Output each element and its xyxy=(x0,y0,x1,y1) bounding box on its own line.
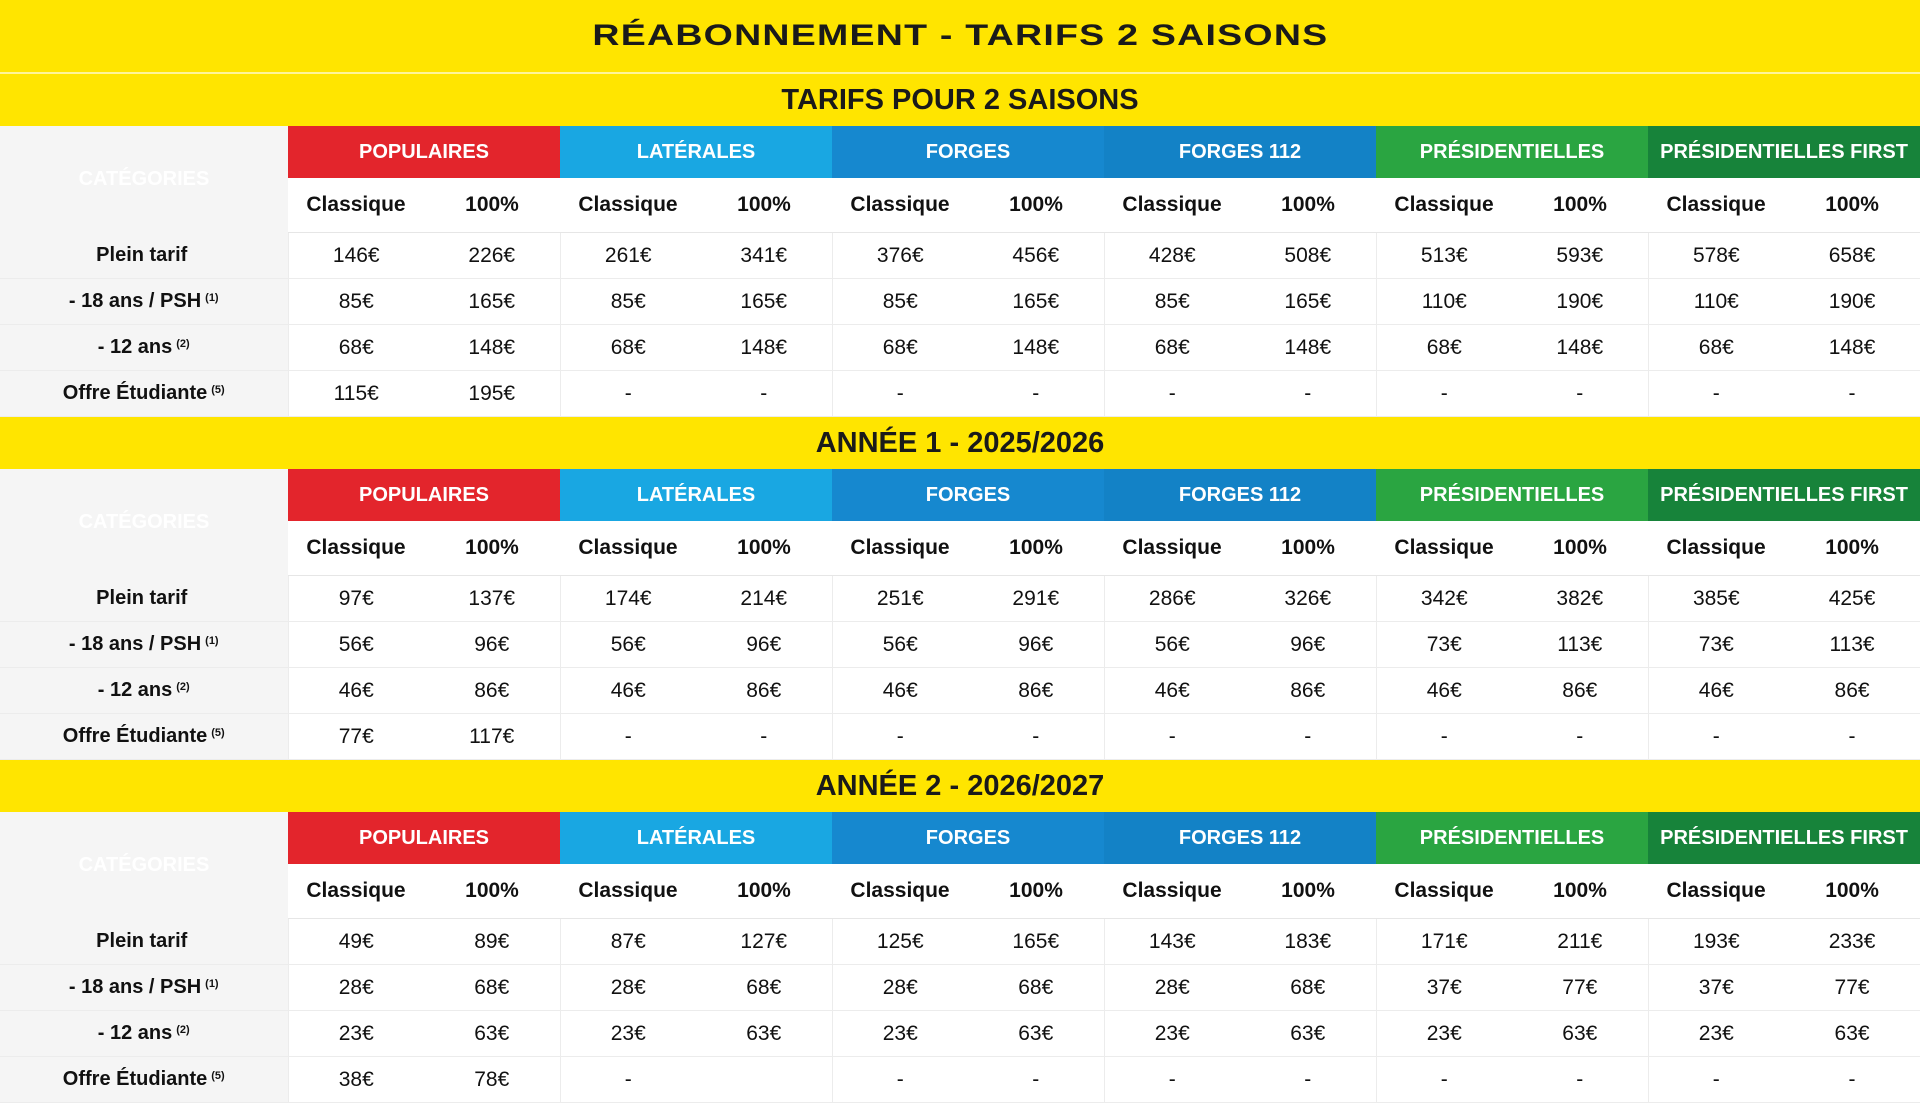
price-cell: - xyxy=(1104,1057,1240,1103)
price-cell: 342€ xyxy=(1376,576,1512,622)
price-cell: 46€ xyxy=(1104,668,1240,714)
price-cell: 125€ xyxy=(832,919,968,965)
zone-header: POPULAIRES xyxy=(288,469,560,521)
price-cell: - xyxy=(696,714,832,760)
price-cell: 214€ xyxy=(696,576,832,622)
full-header: 100% xyxy=(1240,521,1376,576)
zone-header: LATÉRALES xyxy=(560,469,832,521)
price-cell: 68€ xyxy=(1376,325,1512,371)
price-cell: 148€ xyxy=(1512,325,1648,371)
price-cell: 46€ xyxy=(1376,668,1512,714)
price-cell: 23€ xyxy=(1648,1011,1784,1057)
price-cell: 96€ xyxy=(1240,622,1376,668)
category-label: - 18 ans / PSH $^{(1)}$ xyxy=(0,965,288,1011)
price-cell: 86€ xyxy=(424,668,560,714)
zone-header: PRÉSIDENTIELLES xyxy=(1376,126,1648,178)
subheader-row xyxy=(0,521,1920,576)
price-row xyxy=(0,325,1920,371)
categories-header: CATÉGORIES xyxy=(0,126,288,233)
pricing-table xyxy=(0,469,1920,760)
price-cell: 165€ xyxy=(968,279,1104,325)
price-cell: 63€ xyxy=(1240,1011,1376,1057)
zone-header: POPULAIRES xyxy=(288,812,560,864)
price-cell: 110€ xyxy=(1376,279,1512,325)
zone-header: LATÉRALES xyxy=(560,812,832,864)
price-cell: 46€ xyxy=(832,668,968,714)
price-cell: 148€ xyxy=(696,325,832,371)
categories-header: CATÉGORIES xyxy=(0,812,288,919)
price-cell: - xyxy=(1240,371,1376,417)
price-cell: - xyxy=(1240,1057,1376,1103)
category-label: - 18 ans / PSH $^{(1)}$ xyxy=(0,622,288,668)
price-cell: 68€ xyxy=(1648,325,1784,371)
price-cell: 23€ xyxy=(560,1011,696,1057)
price-cell: - xyxy=(1512,1057,1648,1103)
price-cell: 28€ xyxy=(560,965,696,1011)
price-cell: 578€ xyxy=(1648,233,1784,279)
price-cell: - xyxy=(1376,714,1512,760)
price-cell: 56€ xyxy=(288,622,424,668)
price-row xyxy=(0,279,1920,325)
price-cell: 233€ xyxy=(1784,919,1920,965)
price-row xyxy=(0,576,1920,622)
price-cell: 148€ xyxy=(1240,325,1376,371)
price-cell: - xyxy=(832,371,968,417)
price-cell: 286€ xyxy=(1104,576,1240,622)
price-cell: - xyxy=(696,371,832,417)
price-row xyxy=(0,714,1920,760)
price-cell: 96€ xyxy=(424,622,560,668)
main-title: RÉABONNEMENT - TARIFS 2 SAISONS xyxy=(0,0,1920,74)
price-cell: 37€ xyxy=(1648,965,1784,1011)
classique-header: Classique xyxy=(560,178,696,233)
price-cell: 148€ xyxy=(424,325,560,371)
price-cell: 28€ xyxy=(288,965,424,1011)
category-note: (2) xyxy=(176,681,190,693)
price-cell: 86€ xyxy=(1240,668,1376,714)
full-header: 100% xyxy=(1240,178,1376,233)
price-cell: 291€ xyxy=(968,576,1104,622)
full-header: 100% xyxy=(424,178,560,233)
price-cell: 37€ xyxy=(1376,965,1512,1011)
category-label: Plein tarif xyxy=(0,576,288,622)
category-label: Offre Étudiante $^{(5)}$ xyxy=(0,714,288,760)
full-header: 100% xyxy=(1512,521,1648,576)
subheader-row xyxy=(0,864,1920,919)
zone-header: PRÉSIDENTIELLES xyxy=(1376,812,1648,864)
price-row xyxy=(0,1057,1920,1103)
price-cell: 113€ xyxy=(1784,622,1920,668)
classique-header: Classique xyxy=(1376,521,1512,576)
price-cell: - xyxy=(1512,371,1648,417)
price-cell: 165€ xyxy=(424,279,560,325)
price-row xyxy=(0,668,1920,714)
price-cell: 86€ xyxy=(1784,668,1920,714)
price-cell: 97€ xyxy=(288,576,424,622)
price-cell: 68€ xyxy=(968,965,1104,1011)
price-cell: 513€ xyxy=(1376,233,1512,279)
price-cell: 211€ xyxy=(1512,919,1648,965)
category-label: Plein tarif xyxy=(0,233,288,279)
zone-header: POPULAIRES xyxy=(288,126,560,178)
category-label: Plein tarif xyxy=(0,919,288,965)
price-cell: 23€ xyxy=(1376,1011,1512,1057)
price-cell: 251€ xyxy=(832,576,968,622)
price-cell: 115€ xyxy=(288,371,424,417)
price-cell: - xyxy=(832,714,968,760)
full-header: 100% xyxy=(1240,864,1376,919)
price-cell: - xyxy=(1648,1057,1784,1103)
price-cell: 49€ xyxy=(288,919,424,965)
price-cell: 508€ xyxy=(1240,233,1376,279)
price-cell: 46€ xyxy=(1648,668,1784,714)
price-cell: 86€ xyxy=(1512,668,1648,714)
price-cell: 68€ xyxy=(1104,325,1240,371)
price-cell: 341€ xyxy=(696,233,832,279)
classique-header: Classique xyxy=(1104,178,1240,233)
zone-header: PRÉSIDENTIELLES FIRST xyxy=(1648,812,1920,864)
price-cell: 171€ xyxy=(1376,919,1512,965)
zone-header: FORGES xyxy=(832,812,1104,864)
classique-header: Classique xyxy=(560,864,696,919)
price-cell: 68€ xyxy=(832,325,968,371)
price-row xyxy=(0,965,1920,1011)
price-cell: 146€ xyxy=(288,233,424,279)
category-note: (1) xyxy=(205,978,219,990)
price-cell: 165€ xyxy=(696,279,832,325)
price-cell: 85€ xyxy=(560,279,696,325)
category-label: - 18 ans / PSH $^{(1)}$ xyxy=(0,279,288,325)
price-cell: 28€ xyxy=(832,965,968,1011)
categories-header: CATÉGORIES xyxy=(0,469,288,576)
price-cell: - xyxy=(968,371,1104,417)
price-cell: 110€ xyxy=(1648,279,1784,325)
price-cell: 593€ xyxy=(1512,233,1648,279)
price-cell: 23€ xyxy=(832,1011,968,1057)
full-header: 100% xyxy=(424,864,560,919)
price-cell: 183€ xyxy=(1240,919,1376,965)
pricing-table xyxy=(0,812,1920,1103)
classique-header: Classique xyxy=(1648,864,1784,919)
zone-header: PRÉSIDENTIELLES FIRST xyxy=(1648,469,1920,521)
zone-header-row xyxy=(0,812,1920,864)
zone-header-row xyxy=(0,469,1920,521)
full-header: 100% xyxy=(968,864,1104,919)
price-cell: 376€ xyxy=(832,233,968,279)
category-label: - 12 ans $^{(2)}$ xyxy=(0,1011,288,1057)
subheader-row xyxy=(0,178,1920,233)
full-header: 100% xyxy=(1512,178,1648,233)
zone-header: PRÉSIDENTIELLES FIRST xyxy=(1648,126,1920,178)
classique-header: Classique xyxy=(832,521,968,576)
price-cell: 46€ xyxy=(560,668,696,714)
price-cell: 193€ xyxy=(1648,919,1784,965)
price-cell: - xyxy=(1104,371,1240,417)
price-cell: 77€ xyxy=(1512,965,1648,1011)
price-cell: 68€ xyxy=(1240,965,1376,1011)
price-cell: 63€ xyxy=(1512,1011,1648,1057)
zone-header: FORGES 112 xyxy=(1104,126,1376,178)
price-cell: 63€ xyxy=(696,1011,832,1057)
price-cell: 326€ xyxy=(1240,576,1376,622)
price-cell: - xyxy=(968,1057,1104,1103)
price-cell: 148€ xyxy=(968,325,1104,371)
price-cell: 73€ xyxy=(1376,622,1512,668)
category-label: Offre Étudiante $^{(5)}$ xyxy=(0,1057,288,1103)
zone-header: FORGES 112 xyxy=(1104,469,1376,521)
price-cell: 190€ xyxy=(1512,279,1648,325)
price-cell: 23€ xyxy=(288,1011,424,1057)
classique-header: Classique xyxy=(560,521,696,576)
price-cell: 23€ xyxy=(1104,1011,1240,1057)
price-cell xyxy=(696,1057,832,1103)
zone-header: FORGES 112 xyxy=(1104,812,1376,864)
classique-header: Classique xyxy=(288,521,424,576)
zone-header: FORGES xyxy=(832,469,1104,521)
classique-header: Classique xyxy=(1376,864,1512,919)
price-cell: 86€ xyxy=(968,668,1104,714)
price-cell: - xyxy=(1784,714,1920,760)
classique-header: Classique xyxy=(1104,521,1240,576)
price-cell: 96€ xyxy=(968,622,1104,668)
pricing-sections xyxy=(0,74,1920,1103)
price-cell: - xyxy=(560,714,696,760)
price-cell: 68€ xyxy=(288,325,424,371)
category-note: (5) xyxy=(211,727,225,739)
price-cell: 86€ xyxy=(696,668,832,714)
price-cell: 85€ xyxy=(832,279,968,325)
price-cell: 56€ xyxy=(832,622,968,668)
price-cell: - xyxy=(560,371,696,417)
category-note: (1) xyxy=(205,292,219,304)
price-cell: - xyxy=(1648,714,1784,760)
price-row xyxy=(0,1011,1920,1057)
price-cell: 174€ xyxy=(560,576,696,622)
category-label: - 12 ans $^{(2)}$ xyxy=(0,325,288,371)
price-cell: - xyxy=(560,1057,696,1103)
price-cell: 137€ xyxy=(424,576,560,622)
price-cell: - xyxy=(1376,371,1512,417)
full-header: 100% xyxy=(1784,521,1920,576)
price-cell: 113€ xyxy=(1512,622,1648,668)
full-header: 100% xyxy=(696,521,832,576)
price-cell: 68€ xyxy=(424,965,560,1011)
pricing-table xyxy=(0,126,1920,417)
price-cell: 77€ xyxy=(1784,965,1920,1011)
price-cell: - xyxy=(1648,371,1784,417)
full-header: 100% xyxy=(968,521,1104,576)
price-cell: 385€ xyxy=(1648,576,1784,622)
price-cell: 148€ xyxy=(1784,325,1920,371)
section-title: ANNÉE 1 - 2025/2026 xyxy=(0,417,1920,469)
full-header: 100% xyxy=(424,521,560,576)
price-cell: 658€ xyxy=(1784,233,1920,279)
price-cell: 56€ xyxy=(1104,622,1240,668)
zone-header-row xyxy=(0,126,1920,178)
price-cell: 68€ xyxy=(560,325,696,371)
price-cell: 46€ xyxy=(288,668,424,714)
price-cell: 89€ xyxy=(424,919,560,965)
price-cell: - xyxy=(968,714,1104,760)
price-cell: 85€ xyxy=(1104,279,1240,325)
price-cell: - xyxy=(1240,714,1376,760)
price-cell: - xyxy=(1512,714,1648,760)
full-header: 100% xyxy=(968,178,1104,233)
category-label: - 12 ans $^{(2)}$ xyxy=(0,668,288,714)
price-cell: 226€ xyxy=(424,233,560,279)
price-cell: 428€ xyxy=(1104,233,1240,279)
full-header: 100% xyxy=(1784,178,1920,233)
category-note: (5) xyxy=(211,1070,225,1082)
price-cell: 63€ xyxy=(424,1011,560,1057)
price-cell: 38€ xyxy=(288,1057,424,1103)
price-cell: 96€ xyxy=(696,622,832,668)
price-cell: 190€ xyxy=(1784,279,1920,325)
price-cell: 165€ xyxy=(1240,279,1376,325)
category-note: (2) xyxy=(176,1024,190,1036)
section-title: TARIFS POUR 2 SAISONS xyxy=(0,74,1920,126)
category-label: Offre Étudiante $^{(5)}$ xyxy=(0,371,288,417)
zone-header: LATÉRALES xyxy=(560,126,832,178)
price-cell: - xyxy=(1104,714,1240,760)
price-cell: 261€ xyxy=(560,233,696,279)
classique-header: Classique xyxy=(288,178,424,233)
price-cell: 425€ xyxy=(1784,576,1920,622)
price-cell: 78€ xyxy=(424,1057,560,1103)
price-cell: 28€ xyxy=(1104,965,1240,1011)
price-cell: 165€ xyxy=(968,919,1104,965)
price-cell: 87€ xyxy=(560,919,696,965)
price-cell: 456€ xyxy=(968,233,1104,279)
price-cell: 382€ xyxy=(1512,576,1648,622)
price-cell: - xyxy=(1376,1057,1512,1103)
price-cell: 127€ xyxy=(696,919,832,965)
price-cell: - xyxy=(1784,1057,1920,1103)
category-note: (1) xyxy=(205,635,219,647)
price-cell: 117€ xyxy=(424,714,560,760)
classique-header: Classique xyxy=(1648,521,1784,576)
full-header: 100% xyxy=(1512,864,1648,919)
classique-header: Classique xyxy=(288,864,424,919)
classique-header: Classique xyxy=(832,864,968,919)
price-cell: 63€ xyxy=(1784,1011,1920,1057)
price-cell: 63€ xyxy=(968,1011,1104,1057)
price-cell: 77€ xyxy=(288,714,424,760)
price-cell: - xyxy=(1784,371,1920,417)
price-row xyxy=(0,371,1920,417)
full-header: 100% xyxy=(1784,864,1920,919)
price-cell: 73€ xyxy=(1648,622,1784,668)
category-note: (2) xyxy=(176,338,190,350)
full-header: 100% xyxy=(696,178,832,233)
price-cell: 68€ xyxy=(696,965,832,1011)
price-cell: 85€ xyxy=(288,279,424,325)
zone-header: FORGES xyxy=(832,126,1104,178)
full-header: 100% xyxy=(696,864,832,919)
classique-header: Classique xyxy=(1376,178,1512,233)
price-row xyxy=(0,919,1920,965)
zone-header: PRÉSIDENTIELLES xyxy=(1376,469,1648,521)
classique-header: Classique xyxy=(1104,864,1240,919)
price-cell: - xyxy=(832,1057,968,1103)
price-cell: 143€ xyxy=(1104,919,1240,965)
category-note: (5) xyxy=(211,384,225,396)
price-cell: 195€ xyxy=(424,371,560,417)
price-row xyxy=(0,233,1920,279)
price-cell: 56€ xyxy=(560,622,696,668)
classique-header: Classique xyxy=(1648,178,1784,233)
price-row xyxy=(0,622,1920,668)
classique-header: Classique xyxy=(832,178,968,233)
section-title: ANNÉE 2 - 2026/2027 xyxy=(0,760,1920,812)
